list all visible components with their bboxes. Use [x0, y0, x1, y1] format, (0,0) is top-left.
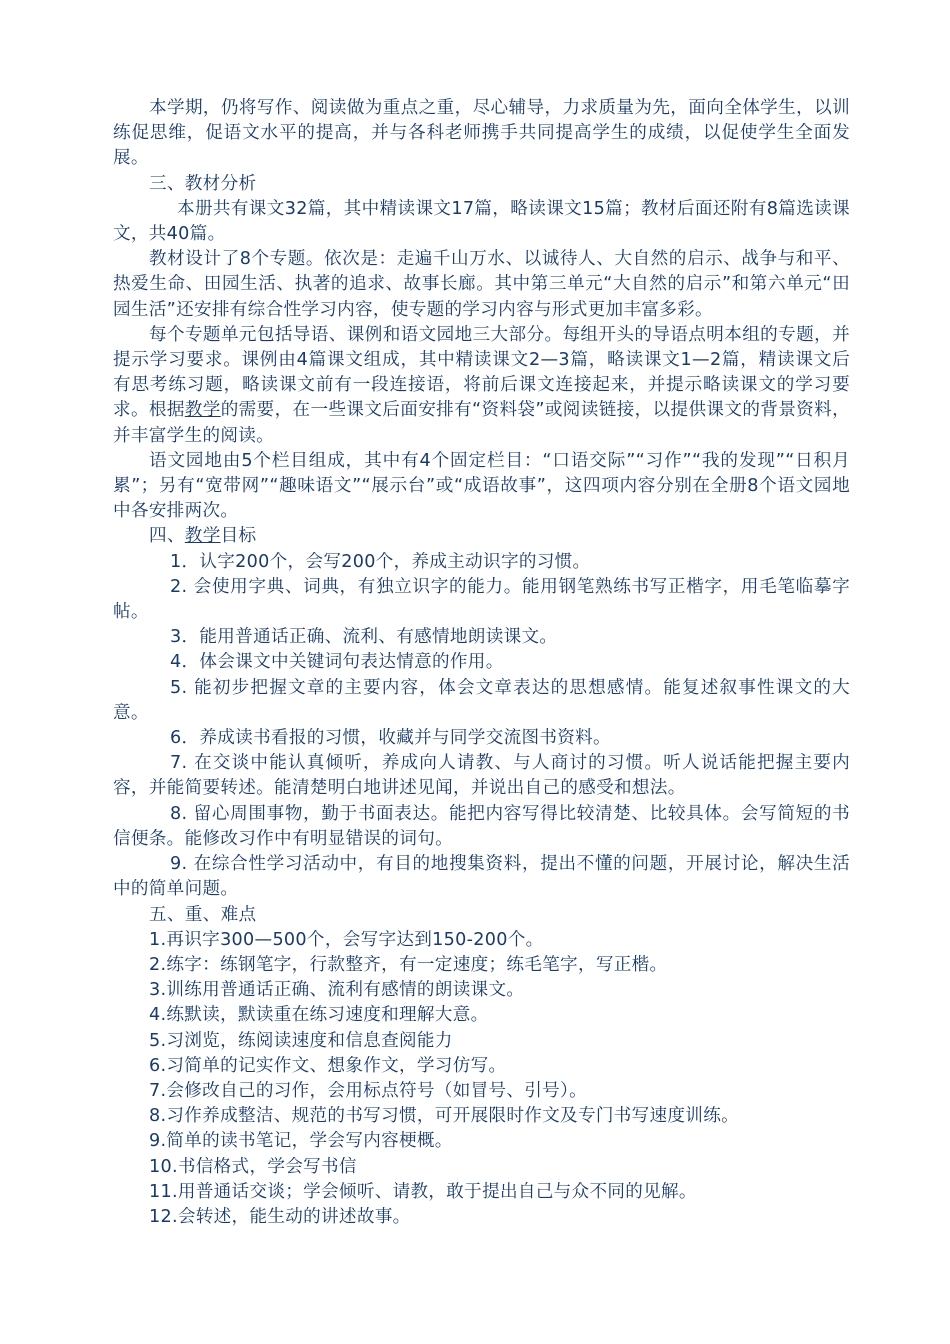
- section3-paragraph-2: 教材设计了8个专题。依次是：走遍千山万水、以诚待人、大自然的启示、战争与和平、热爱生命、田园生活、执著的追求、故事长廊。其中第三单元“大自然的启示”和第六单元“田园生活”还安排有综合性学习内容，使专题的学习内容与形式更加丰富多彩。: [113, 249, 850, 320]
- goal-item: 4．体会课文中关键词句表达情意的作用。: [170, 652, 504, 673]
- goal-item: 2. 会使用字典、词典，有独立识字的能力。能用钢笔熟练书写正楷字，用毛笔临摹字帖。: [113, 576, 850, 623]
- goal-item: 3．能用普通话正确、流利、有感情地朗读课文。: [170, 627, 558, 648]
- goal-item: 6．养成读书看报的习惯，收藏并与同学交流图书资料。: [170, 728, 611, 749]
- key-point-item: 6.习简单的记实作文、想象作文，学习仿写。: [149, 1055, 507, 1076]
- teaching-link[interactable]: 教学: [184, 400, 221, 421]
- key-point-item: 8.习作养成整洁、规范的书写习惯，可开展限时作文及专门书写速度训练。: [149, 1106, 739, 1127]
- goal-item: 8. 留心周围事物，勤于书面表达。能把内容写得比较清楚、比较具体。会写简短的书信便条。能修改习作中有明显错误的词句。: [113, 803, 850, 849]
- section4-heading-suffix: 目标: [220, 526, 257, 547]
- goal-item: 9. 在综合性学习活动中，有目的地搜集资料，提出不懂的问题，开展讨论，解决生活中的简单问题。: [113, 854, 850, 900]
- key-point-item: 5.习浏览，练阅读速度和信息查阅能力: [149, 1030, 453, 1051]
- key-point-item: 1.再识字300—500个，会写字达到150-200个。: [149, 929, 544, 950]
- section4-heading: [113, 524, 850, 549]
- intro-paragraph: 本学期，仍将写作、阅读做为重点之重，尽心辅导，力求质量为先，面向全体学生，以训练促思维，促语文水平的提高，并与各科老师携手共同提高学生的成绩，以促使学生全面发展。: [113, 98, 850, 169]
- section3-paragraph-3-part-b: 的需要，在一些课文后面安排有“资料袋”或阅读链接，以提供课文的背景资料，并丰富学生的阅读。: [113, 400, 850, 446]
- goal-item: 7. 在交谈中能认真倾听，养成向人请教、与人商讨的习惯。听人说话能把握主要内容，并能简要转述。能清楚明白地讲述见闻，并说出自己的感受和想法。: [113, 753, 850, 799]
- section4-heading-prefix: 四、: [149, 526, 185, 547]
- section5-heading: 五、重、难点: [149, 904, 257, 925]
- document-page: [113, 96, 850, 1230]
- section3-paragraph-4: 语文园地由5个栏目组成，其中有4个固定栏目：“口语交际”“习作”“我的发现”“日积月累”；另有“宽带网”“趣味语文”“展示台”或“成语故事”，这四项内容分别在全册8个语文园地中各安排两次。: [113, 450, 850, 522]
- key-point-item: 11.用普通话交谈；学会倾听、请教，敢于提出自己与众不同的见解。: [149, 1181, 697, 1202]
- section3-paragraph-1: 本册共有课文32篇，其中精读课文17篇，略读课文15篇；教材后面还附有8篇选读课文，共40篇。: [113, 198, 850, 245]
- key-point-item: 3.训练用普通话正确、流利有感情的朗读课文。: [149, 980, 525, 1001]
- section3-paragraph-3: [113, 323, 850, 449]
- section3-heading: 三、教材分析: [149, 173, 257, 194]
- section4-heading-link[interactable]: 教学: [184, 526, 221, 547]
- key-point-item: 2.练字：练钢笔字，行款整齐，有一定速度；练毛笔字，写正楷。: [149, 954, 668, 975]
- goal-item: 1．认字200个，会写200个，养成主动识字的习惯。: [170, 551, 591, 572]
- goal-item: 5. 能初步把握文章的主要内容，体会文章表达的思想感情。能复述叙事性课文的大意。: [113, 677, 850, 723]
- key-point-item: 10.书信格式，学会写书信: [149, 1156, 357, 1177]
- section3-paragraph-3-part-a: 每个专题单元包括导语、课例和语文园地三大部分。每组开头的导语点明本组的专题，并提示学习要求。课例由4篇课文组成，其中精读课文2—3篇，略读课文1—2篇，精读课文后有思考练习题，略读课文前有一段连接语，将前后课文连接起来，并提示略读课文的学习要求。根据: [113, 324, 850, 421]
- key-point-item: 9.简单的读书笔记，学会写内容梗概。: [149, 1131, 453, 1152]
- key-point-item: 4.练默读，默读重在练习速度和理解大意。: [149, 1005, 489, 1026]
- key-point-item: 12.会转述，能生动的讲述故事。: [149, 1206, 411, 1227]
- key-point-item: 7.会修改自己的习作，会用标点符号（如冒号、引号）。: [149, 1080, 588, 1101]
